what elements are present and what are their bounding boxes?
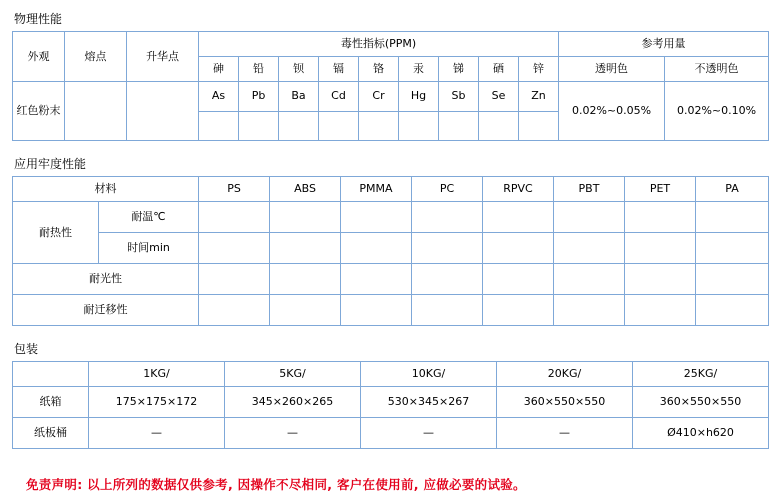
cell-1-6	[625, 233, 696, 264]
fastness-section-title: 应用牢度性能	[14, 157, 87, 171]
toxic-sym-5: Hg	[399, 82, 439, 112]
toxic-empty-0	[199, 111, 239, 141]
packaging-table	[12, 361, 769, 449]
table-row	[13, 418, 769, 449]
cell-0-1	[270, 202, 341, 233]
cell-1-3	[412, 233, 483, 264]
toxic-cn-7: 硒	[479, 57, 519, 82]
material-abs: ABS	[270, 177, 341, 202]
toxic-empty-7	[479, 111, 519, 141]
toxic-sym-6: Sb	[439, 82, 479, 112]
toxic-empty-8	[519, 111, 559, 141]
toxic-cn-2: 钡	[279, 57, 319, 82]
header-toxicity: 毒性指标(PPM)	[199, 32, 559, 57]
packaging-carton-1kg: 175×175×172	[89, 387, 225, 418]
melting-point-value	[65, 82, 127, 141]
table-row	[13, 233, 769, 264]
cell-1-1	[270, 233, 341, 264]
toxic-empty-2	[279, 111, 319, 141]
packaging-drum-10kg: —	[361, 418, 497, 449]
cell-2-5	[554, 264, 625, 295]
header-melting-point: 熔点	[65, 32, 127, 82]
table-row	[13, 264, 769, 295]
cell-3-3	[412, 295, 483, 326]
fastness-table	[12, 176, 769, 326]
material-rpvc: RPVC	[483, 177, 554, 202]
header-appearance: 外观	[13, 32, 65, 82]
cell-0-5	[554, 202, 625, 233]
cell-2-7	[696, 264, 769, 295]
dosage-head-opaque: 不透明色	[665, 57, 769, 82]
cell-1-4	[483, 233, 554, 264]
cell-1-7	[696, 233, 769, 264]
table-row	[13, 32, 769, 57]
cell-2-4	[483, 264, 554, 295]
dosage-head-transparent: 透明色	[559, 57, 665, 82]
header-dosage: 参考用量	[559, 32, 769, 57]
table-row	[13, 177, 769, 202]
packaging-header-20kg: 20KG/	[497, 362, 633, 387]
packaging-section-title: 包装	[14, 342, 39, 356]
row-group-migration-resistance: 耐迁移性	[13, 295, 199, 326]
toxic-cn-0: 砷	[199, 57, 239, 82]
cell-3-6	[625, 295, 696, 326]
cell-3-4	[483, 295, 554, 326]
cell-2-6	[625, 264, 696, 295]
material-pet: PET	[625, 177, 696, 202]
packaging-drum-20kg: —	[497, 418, 633, 449]
physical-section-title: 物理性能	[14, 12, 63, 26]
toxic-sym-7: Se	[479, 82, 519, 112]
header-sublimation-point: 升华点	[127, 32, 199, 82]
dosage-value-opaque: 0.02%~0.10%	[665, 82, 769, 141]
appearance-value: 红色粉末	[13, 82, 65, 141]
packaging-header-1kg: 1KG/	[89, 362, 225, 387]
cell-1-5	[554, 233, 625, 264]
material-pbt: PBT	[554, 177, 625, 202]
toxic-empty-5	[399, 111, 439, 141]
row-group-light-resistance: 耐光性	[13, 264, 199, 295]
toxic-cn-4: 铬	[359, 57, 399, 82]
material-pa: PA	[696, 177, 769, 202]
row-group-heat-resistance: 耐热性	[13, 202, 99, 264]
packaging-drum-25kg: Ø410×h620	[633, 418, 769, 449]
material-label: 材料	[13, 177, 199, 202]
disclaimer-text: 免责声明: 以上所列的数据仅供参考, 因操作不尽相同, 客户在使用前, 应做必要的试验。	[26, 477, 526, 492]
packaging-carton-10kg: 530×345×267	[361, 387, 497, 418]
packaging-header-5kg: 5KG/	[225, 362, 361, 387]
cell-0-2	[341, 202, 412, 233]
toxic-sym-4: Cr	[359, 82, 399, 112]
cell-1-2	[341, 233, 412, 264]
toxic-empty-3	[319, 111, 359, 141]
table-row	[13, 202, 769, 233]
packaging-row-label-carton: 纸箱	[13, 387, 89, 418]
cell-3-1	[270, 295, 341, 326]
toxic-empty-4	[359, 111, 399, 141]
row-sub-temperature: 耐温℃	[99, 202, 199, 233]
toxic-sym-8: Zn	[519, 82, 559, 112]
cell-0-3	[412, 202, 483, 233]
toxic-cn-5: 汞	[399, 57, 439, 82]
cell-2-0	[199, 264, 270, 295]
table-row	[13, 82, 769, 112]
toxic-sym-1: Pb	[239, 82, 279, 112]
cell-0-6	[625, 202, 696, 233]
cell-0-4	[483, 202, 554, 233]
cell-0-7	[696, 202, 769, 233]
packaging-header-10kg: 10KG/	[361, 362, 497, 387]
packaging-carton-25kg: 360×550×550	[633, 387, 769, 418]
table-row	[13, 362, 769, 387]
material-pc: PC	[412, 177, 483, 202]
toxic-empty-6	[439, 111, 479, 141]
sublimation-point-value	[127, 82, 199, 141]
packaging-corner-cell	[13, 362, 89, 387]
material-ps: PS	[199, 177, 270, 202]
material-pmma: PMMA	[341, 177, 412, 202]
toxic-sym-0: As	[199, 82, 239, 112]
cell-3-7	[696, 295, 769, 326]
packaging-header-25kg: 25KG/	[633, 362, 769, 387]
cell-3-2	[341, 295, 412, 326]
toxic-cn-3: 镉	[319, 57, 359, 82]
cell-3-0	[199, 295, 270, 326]
toxic-cn-1: 铅	[239, 57, 279, 82]
packaging-drum-5kg: —	[225, 418, 361, 449]
physical-properties-table	[12, 31, 769, 141]
cell-2-2	[341, 264, 412, 295]
toxic-sym-2: Ba	[279, 82, 319, 112]
toxic-cn-8: 锌	[519, 57, 559, 82]
toxic-cn-6: 锑	[439, 57, 479, 82]
packaging-drum-1kg: —	[89, 418, 225, 449]
packaging-carton-5kg: 345×260×265	[225, 387, 361, 418]
cell-2-3	[412, 264, 483, 295]
toxic-sym-3: Cd	[319, 82, 359, 112]
table-row	[13, 387, 769, 418]
table-row	[13, 295, 769, 326]
cell-0-0	[199, 202, 270, 233]
cell-1-0	[199, 233, 270, 264]
packaging-row-label-fiber-drum: 纸板桶	[13, 418, 89, 449]
dosage-value-transparent: 0.02%~0.05%	[559, 82, 665, 141]
toxic-empty-1	[239, 111, 279, 141]
cell-2-1	[270, 264, 341, 295]
packaging-carton-20kg: 360×550×550	[497, 387, 633, 418]
cell-3-5	[554, 295, 625, 326]
row-sub-time: 时间min	[99, 233, 199, 264]
